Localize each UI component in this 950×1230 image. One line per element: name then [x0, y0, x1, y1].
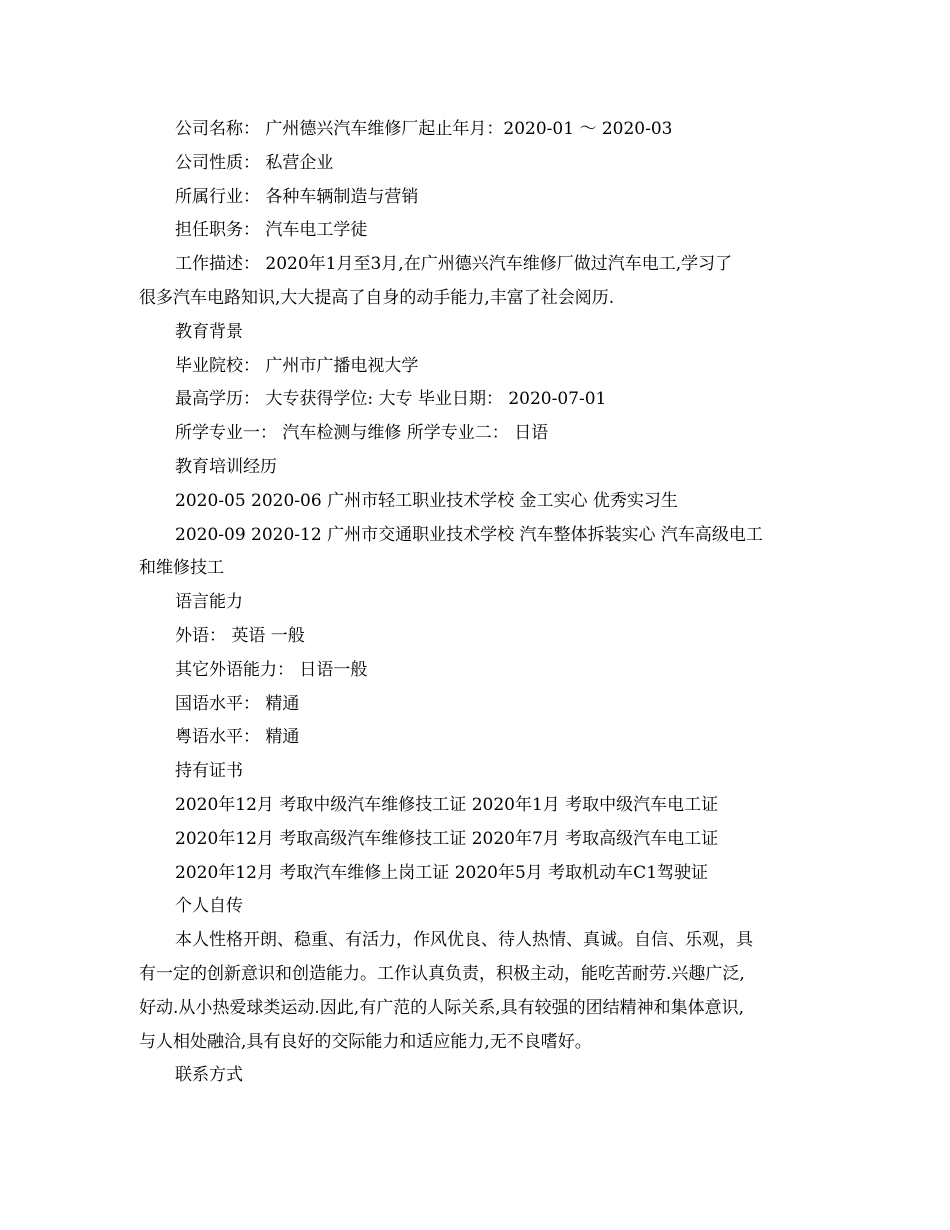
contact-heading: 联系方式 — [175, 1065, 243, 1086]
industry-line: 所属行业： 各种车辆制造与营销 — [175, 186, 419, 207]
document-body — [139, 113, 839, 1093]
self-intro-paragraph-continued: 与人相处融洽,具有良好的交际能力和适应能力,无不良嗜好。 — [139, 1031, 592, 1052]
foreign-language-line: 外语： 英语 一般 — [175, 625, 305, 646]
school-line: 毕业院校： 广州市广播电视大学 — [175, 355, 419, 376]
position-line: 担任职务： 汽车电工学徒 — [175, 220, 368, 241]
work-description-line: 工作描述： 2020年1月至3月,在广州德兴汽车维修厂做过汽车电工,学习了 — [175, 254, 733, 275]
training-entry: 2020-05 2020-06 广州市轻工职业技术学校 金工实心 优秀实习生 — [175, 490, 678, 511]
training-entry: 2020-09 2020-12 广州市交通职业技术学校 汽车整体拆装实心 汽车高级电工 — [175, 524, 763, 545]
mandarin-line: 国语水平： 精通 — [175, 693, 300, 714]
training-heading: 教育培训经历 — [175, 456, 277, 477]
language-heading: 语言能力 — [175, 592, 243, 613]
self-intro-paragraph: 本人性格开朗、稳重、有活力，作风优良、待人热情、真诚。自信、乐观，具 — [175, 930, 753, 951]
company-name-line: 公司名称： 广州德兴汽车维修厂起止年月：2020-01 ～ 2020-03 — [175, 119, 673, 139]
certificate-entry: 2020年12月 考取汽车维修上岗工证 2020年5月 考取机动车C1驾驶证 — [175, 862, 709, 883]
cantonese-line: 粤语水平： 精通 — [175, 727, 300, 748]
company-type-line: 公司性质： 私营企业 — [175, 152, 334, 173]
degree-line: 最高学历： 大专获得学位: 大专 毕业日期： 2020-07-01 — [175, 389, 607, 410]
self-intro-heading: 个人自传 — [175, 896, 243, 917]
self-intro-paragraph-continued: 好动.从小热爱球类运动.因此,有广范的人际关系,具有较强的团结精神和集体意识, — [139, 997, 745, 1018]
certificate-entry: 2020年12月 考取中级汽车维修技工证 2020年1月 考取中级汽车电工证 — [175, 794, 719, 815]
self-intro-paragraph-continued: 有一定的创新意识和创造能力。工作认真负责，积极主动，能吃苦耐劳.兴趣广泛, — [139, 963, 745, 984]
certificate-entry: 2020年12月 考取高级汽车维修技工证 2020年7月 考取高级汽车电工证 — [175, 828, 719, 849]
major-line: 所学专业一： 汽车检测与维修 所学专业二： 日语 — [175, 423, 549, 444]
certificates-heading: 持有证书 — [175, 761, 243, 782]
training-entry-continued: 和维修技工 — [139, 558, 224, 579]
other-language-line: 其它外语能力： 日语一般 — [175, 659, 368, 680]
work-description-continued: 很多汽车电路知识,大大提高了自身的动手能力,丰富了社会阅历. — [139, 287, 615, 308]
education-heading: 教育背景 — [175, 321, 243, 342]
